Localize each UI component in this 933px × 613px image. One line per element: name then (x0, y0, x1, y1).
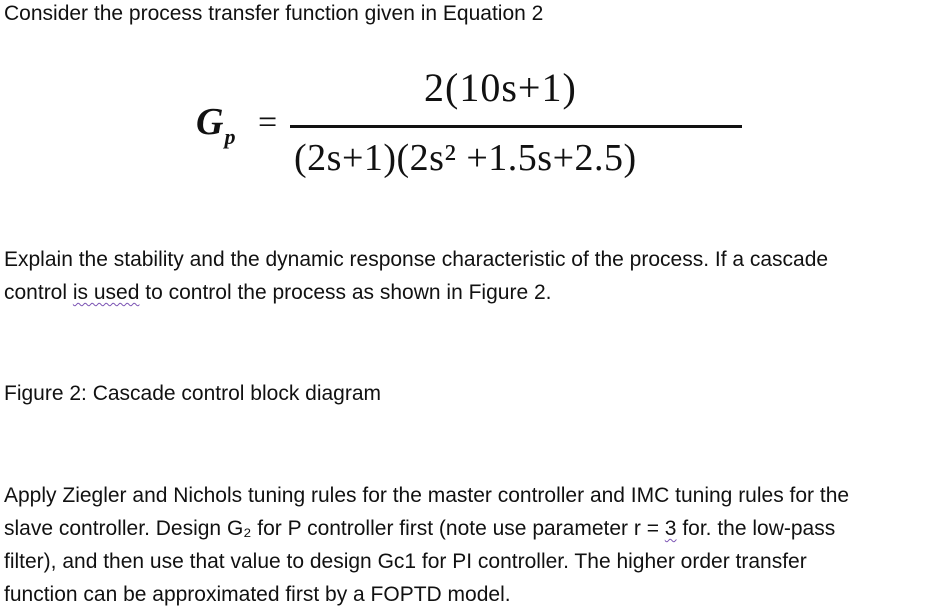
paragraph-2-line-1: Apply Ziegler and Nichols tuning rules for the master controller and IMC tuning rules for the (4, 484, 850, 507)
equation-denominator: (2s+1)(2s² +1.5s+2.5) (294, 137, 637, 179)
paragraph-1-line-2 (4, 276, 551, 309)
paragraph-2-line-2-start: slave controller. Design G₂ for P controller first (note use parameter r = (4, 517, 665, 540)
paragraph-1-line-2-end: to control the process as shown in Figure 2. (139, 281, 552, 304)
paragraph-2-line-4: function can be approximated first by a FOPTD model. (4, 583, 511, 606)
equation-fraction-bar (290, 125, 742, 128)
paragraph-2-line-3: filter), and then use that value to design Gc1 for PI controller. The higher order transfer (4, 550, 807, 573)
equation-lhs-subscript: p (224, 124, 236, 149)
paragraph-1-line-2-start: control (4, 281, 73, 304)
equation-numerator: 2(10s+1) (424, 65, 577, 110)
question-intro: Consider the process transfer function given in Equation 2 (4, 2, 544, 25)
equation-lhs-symbol: G (196, 101, 224, 143)
equation-lhs (196, 100, 236, 149)
grammar-flagged-text[interactable]: is used (72, 281, 140, 304)
equation-equals-sign: = (258, 104, 278, 141)
paragraph-1-line-1: Explain the stability and the dynamic response characteristic of the process. If a cascade (4, 248, 829, 271)
paragraph-2-line-2 (4, 512, 835, 545)
figure-caption: Figure 2: Cascade control block diagram (4, 382, 382, 405)
paragraph-2-line-2-end: for. the low-pass (676, 517, 836, 540)
spelling-flagged-text[interactable]: 3 (664, 517, 677, 540)
